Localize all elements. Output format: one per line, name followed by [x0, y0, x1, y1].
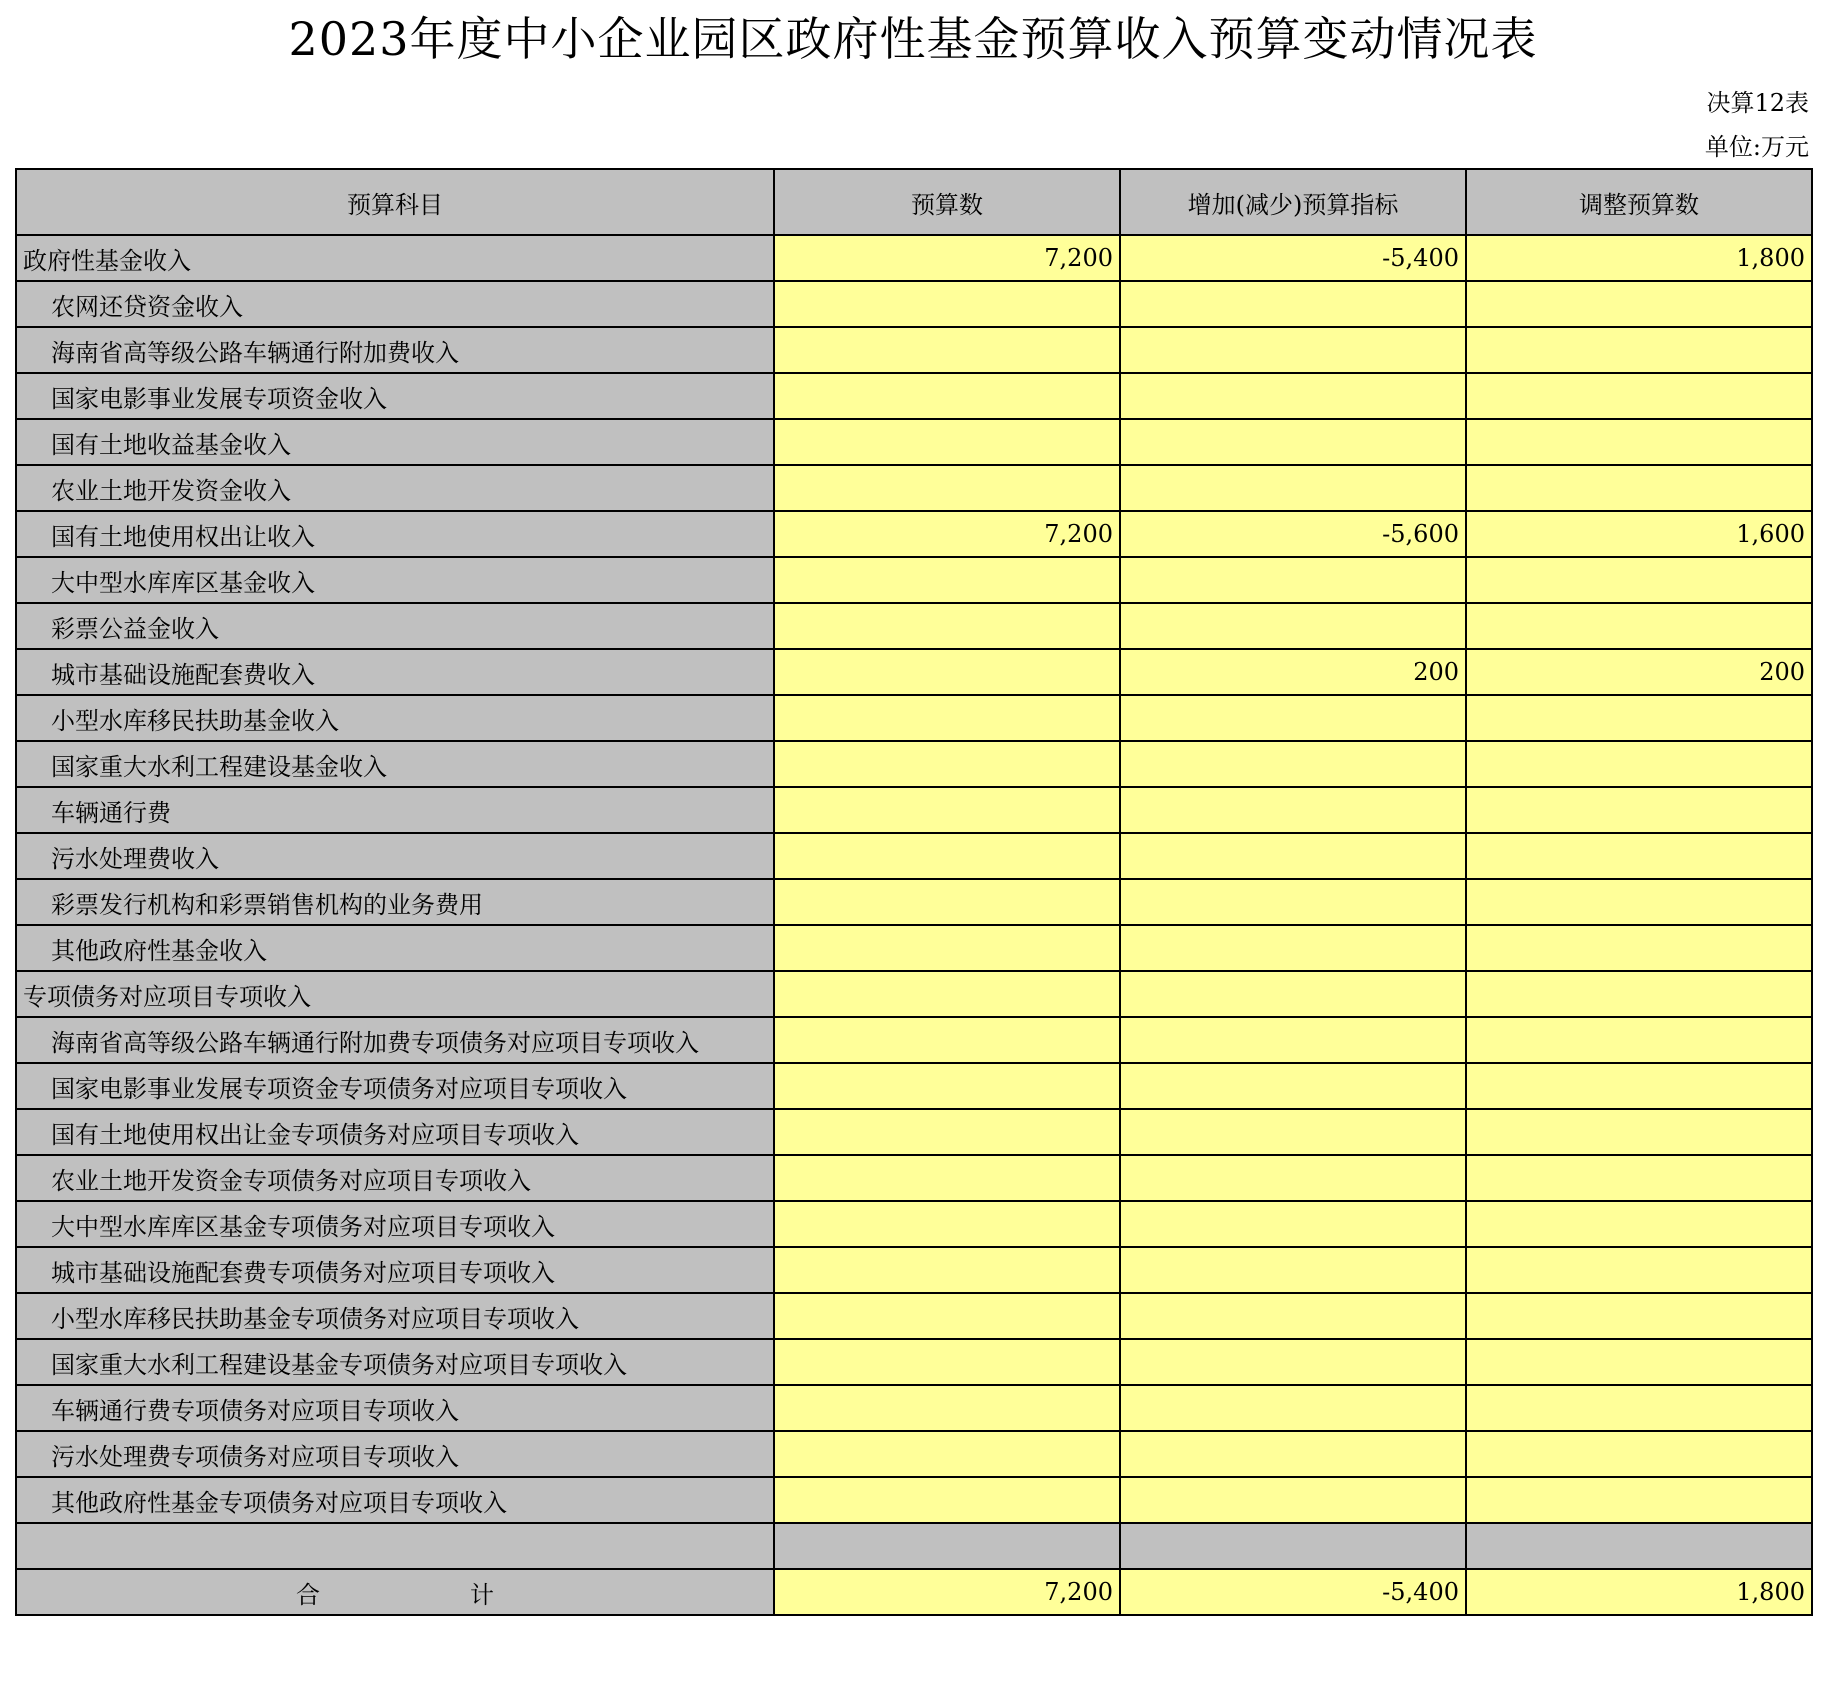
table-row [16, 833, 1812, 879]
table-row [16, 741, 1812, 787]
row-adjusted [1466, 695, 1812, 741]
row-subject: 国家电影事业发展专项资金专项债务对应项目专项收入 [16, 1063, 774, 1109]
row-budget [774, 1017, 1120, 1063]
row-change [1120, 695, 1466, 741]
row-adjusted [1466, 1063, 1812, 1109]
table-row [16, 1155, 1812, 1201]
row-budget [774, 879, 1120, 925]
row-budget [774, 971, 1120, 1017]
table-row [16, 787, 1812, 833]
row-change [1120, 879, 1466, 925]
row-subject: 国有土地使用权出让金专项债务对应项目专项收入 [16, 1109, 774, 1155]
row-adjusted [1466, 1477, 1812, 1523]
row-budget [774, 1431, 1120, 1477]
row-adjusted [1466, 465, 1812, 511]
row-change [1120, 1155, 1466, 1201]
row-subject: 彩票公益金收入 [16, 603, 774, 649]
row-adjusted [1466, 1293, 1812, 1339]
table-row [16, 557, 1812, 603]
table-row [16, 1247, 1812, 1293]
table-row [16, 1017, 1812, 1063]
table-row [16, 419, 1812, 465]
row-change [1120, 833, 1466, 879]
row-change [1120, 1017, 1466, 1063]
total-label [16, 1569, 774, 1615]
row-change [1120, 281, 1466, 327]
header-budget: 预算数 [774, 169, 1120, 235]
row-subject: 污水处理费收入 [16, 833, 774, 879]
table-row [16, 695, 1812, 741]
row-budget [774, 1385, 1120, 1431]
row-change [1120, 1339, 1466, 1385]
row-budget: 7,200 [774, 511, 1120, 557]
row-change [1120, 1247, 1466, 1293]
row-budget [774, 925, 1120, 971]
row-budget [774, 1109, 1120, 1155]
blank-cell [1120, 1523, 1466, 1569]
row-subject: 国有土地使用权出让收入 [16, 511, 774, 557]
row-adjusted [1466, 327, 1812, 373]
row-adjusted [1466, 419, 1812, 465]
row-subject: 专项债务对应项目专项收入 [16, 971, 774, 1017]
unit-label: 单位:万元 [1704, 133, 1809, 161]
row-budget [774, 695, 1120, 741]
row-adjusted [1466, 741, 1812, 787]
row-subject: 车辆通行费 [16, 787, 774, 833]
header-subject: 预算科目 [16, 169, 774, 235]
row-budget [774, 1247, 1120, 1293]
row-change: -5,400 [1120, 235, 1466, 281]
table-row [16, 1293, 1812, 1339]
row-change: -5,600 [1120, 511, 1466, 557]
row-change [1120, 1109, 1466, 1155]
row-subject: 城市基础设施配套费收入 [16, 649, 774, 695]
row-change [1120, 557, 1466, 603]
table-row [16, 1431, 1812, 1477]
budget-table [15, 168, 1813, 1616]
row-adjusted [1466, 925, 1812, 971]
row-subject: 国有土地收益基金收入 [16, 419, 774, 465]
row-change [1120, 419, 1466, 465]
row-adjusted [1466, 1017, 1812, 1063]
row-budget [774, 741, 1120, 787]
row-change [1120, 1063, 1466, 1109]
row-change [1120, 373, 1466, 419]
row-subject: 小型水库移民扶助基金收入 [16, 695, 774, 741]
row-budget [774, 603, 1120, 649]
page-title: 2023年度中小企业园区政府性基金预算收入预算变动情况表 [288, 12, 1538, 66]
row-budget [774, 373, 1120, 419]
blank-cell [16, 1523, 774, 1569]
row-subject: 其他政府性基金收入 [16, 925, 774, 971]
table-row [16, 373, 1812, 419]
row-subject: 车辆通行费专项债务对应项目专项收入 [16, 1385, 774, 1431]
row-change [1120, 603, 1466, 649]
row-subject: 海南省高等级公路车辆通行附加费收入 [16, 327, 774, 373]
table-row [16, 511, 1812, 557]
row-budget [774, 1155, 1120, 1201]
row-budget [774, 787, 1120, 833]
blank-row [16, 1523, 1812, 1569]
row-adjusted [1466, 1109, 1812, 1155]
row-adjusted: 1,800 [1466, 235, 1812, 281]
total-budget: 7,200 [774, 1569, 1120, 1615]
row-adjusted [1466, 1431, 1812, 1477]
blank-cell [774, 1523, 1120, 1569]
row-subject: 农网还贷资金收入 [16, 281, 774, 327]
row-subject: 小型水库移民扶助基金专项债务对应项目专项收入 [16, 1293, 774, 1339]
row-subject: 城市基础设施配套费专项债务对应项目专项收入 [16, 1247, 774, 1293]
row-adjusted [1466, 603, 1812, 649]
row-adjusted [1466, 1385, 1812, 1431]
row-budget [774, 419, 1120, 465]
row-subject: 国家重大水利工程建设基金收入 [16, 741, 774, 787]
row-budget [774, 1201, 1120, 1247]
row-change [1120, 1431, 1466, 1477]
row-adjusted [1466, 1339, 1812, 1385]
table-row [16, 327, 1812, 373]
row-adjusted [1466, 281, 1812, 327]
header-adjusted: 调整预算数 [1466, 169, 1812, 235]
row-subject: 海南省高等级公路车辆通行附加费专项债务对应项目专项收入 [16, 1017, 774, 1063]
row-adjusted [1466, 879, 1812, 925]
row-budget [774, 281, 1120, 327]
row-budget [774, 557, 1120, 603]
row-change [1120, 925, 1466, 971]
row-budget [774, 1477, 1120, 1523]
row-budget [774, 649, 1120, 695]
row-subject: 大中型水库库区基金专项债务对应项目专项收入 [16, 1201, 774, 1247]
table-row [16, 1385, 1812, 1431]
table-row [16, 603, 1812, 649]
row-subject: 政府性基金收入 [16, 235, 774, 281]
table-row [16, 1063, 1812, 1109]
row-change [1120, 971, 1466, 1017]
row-budget: 7,200 [774, 235, 1120, 281]
row-change: 200 [1120, 649, 1466, 695]
row-change [1120, 787, 1466, 833]
total-change: -5,400 [1120, 1569, 1466, 1615]
header-change: 增加(减少)预算指标 [1120, 169, 1466, 235]
row-change [1120, 465, 1466, 511]
blank-cell [1466, 1523, 1812, 1569]
row-subject: 彩票发行机构和彩票销售机构的业务费用 [16, 879, 774, 925]
table-row [16, 1477, 1812, 1523]
row-adjusted: 200 [1466, 649, 1812, 695]
row-subject: 农业土地开发资金收入 [16, 465, 774, 511]
total-label-b: 计 [470, 1580, 494, 1609]
row-subject: 其他政府性基金专项债务对应项目专项收入 [16, 1477, 774, 1523]
table-row [16, 235, 1812, 281]
table-body [16, 235, 1812, 1615]
row-change [1120, 1293, 1466, 1339]
total-label-a: 合 [296, 1580, 320, 1609]
row-subject: 国家电影事业发展专项资金收入 [16, 373, 774, 419]
total-row [16, 1569, 1812, 1615]
table-row [16, 879, 1812, 925]
row-change [1120, 1201, 1466, 1247]
row-adjusted [1466, 787, 1812, 833]
row-adjusted [1466, 557, 1812, 603]
row-budget [774, 327, 1120, 373]
table-row [16, 971, 1812, 1017]
total-adjusted: 1,800 [1466, 1569, 1812, 1615]
table-row [16, 1109, 1812, 1155]
row-change [1120, 1477, 1466, 1523]
row-budget [774, 833, 1120, 879]
row-subject: 国家重大水利工程建设基金专项债务对应项目专项收入 [16, 1339, 774, 1385]
row-budget [774, 1063, 1120, 1109]
row-adjusted [1466, 1247, 1812, 1293]
table-row [16, 1201, 1812, 1247]
table-row [16, 925, 1812, 971]
row-adjusted [1466, 1155, 1812, 1201]
row-subject: 大中型水库库区基金收入 [16, 557, 774, 603]
header-row [16, 169, 1812, 235]
row-change [1120, 741, 1466, 787]
row-change [1120, 1385, 1466, 1431]
table-code: 决算12表 [1706, 89, 1809, 117]
row-adjusted [1466, 1201, 1812, 1247]
row-adjusted: 1,600 [1466, 511, 1812, 557]
row-subject: 农业土地开发资金专项债务对应项目专项收入 [16, 1155, 774, 1201]
table-row [16, 1339, 1812, 1385]
row-budget [774, 1339, 1120, 1385]
table-row [16, 649, 1812, 695]
row-adjusted [1466, 971, 1812, 1017]
row-budget [774, 465, 1120, 511]
row-subject: 污水处理费专项债务对应项目专项收入 [16, 1431, 774, 1477]
row-adjusted [1466, 373, 1812, 419]
row-adjusted [1466, 833, 1812, 879]
table-row [16, 281, 1812, 327]
row-budget [774, 1293, 1120, 1339]
table-row [16, 465, 1812, 511]
row-change [1120, 327, 1466, 373]
